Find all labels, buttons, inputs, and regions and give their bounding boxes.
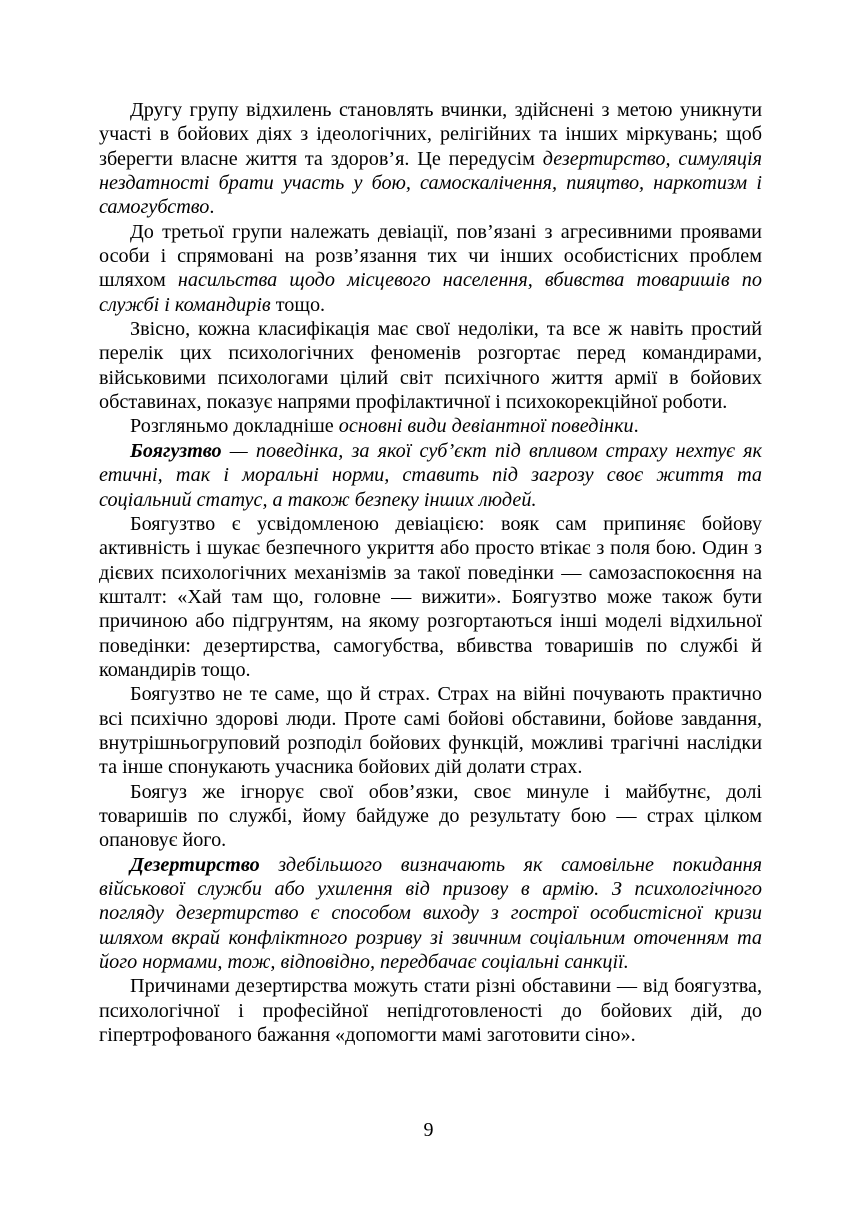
term-cowardice: Боягузтво bbox=[130, 439, 222, 462]
page-number: 9 bbox=[423, 1119, 434, 1141]
main-text bbox=[99, 98, 762, 1047]
paragraph-text: . bbox=[633, 415, 639, 438]
paragraph-desertion-causes: Причинами дезертирства можуть стати різні обставини — від боягузтва, психологічної і професійної непідготовленості до бойових дій, до гіпертрофованого бажання «допомогти мамі заготовити сіно». bbox=[99, 975, 762, 1047]
paragraph-coward-ignores: Боягуз же ігнорує свої обов’язки, своє минуле і майбутнє, долі товаришів по службі, йому байдуже до результату бою — страх цілком опановує його. bbox=[99, 780, 762, 852]
paragraph-cowardice-definition bbox=[99, 439, 762, 512]
paragraph-cowardice-deviation: Боягузтво є усвідомленою девіацією: вояк сам припиняє бойову активність і шукає безпечного укриття або просто втікає з поля бою. Один з дієвих психологічних механізмів за такої поведінки — самозаспокоєння на кшталт: «Хай там що, головне — вижити». Боягузтво може також бути причиною або підгрунтям, на якому розгортаються інші моделі відхильної поведінки: дезертирства, самогубства, вбивства товаришів по службі й командирів тощо. bbox=[99, 512, 762, 681]
term-desertion: Дезертирство bbox=[130, 853, 260, 876]
paragraph-text: Розгляньмо докладніше bbox=[130, 415, 339, 438]
paragraph-cowardice-vs-fear: Боягузтво не те саме, що й страх. Страх на війні почувають практично всі психічно здорові люди. Проте самі бойові обставини, бойове завдання, внутрішньогруповий розподіл бойових функцій, можливі трагічні наслідки та інше спонукають учасника бойових дій долати страх. bbox=[99, 683, 762, 779]
paragraph-text: До третьої групи належать девіації, пов’язані з агресивними проявами особи і спрямовані на розв’язання тих чи інших особистісних проблем шляхом bbox=[99, 220, 762, 292]
paragraph-deviation-third-group bbox=[99, 220, 762, 317]
paragraph-text: . bbox=[209, 196, 215, 219]
definition-text: — поведінка, за якої суб’єкт під впливом страху нехтує як етичні, так і моральні норми, ставить під загрозу своє життя та соціальний статус, а також безпеку інших людей. bbox=[99, 439, 762, 511]
paragraph-text: тощо. bbox=[270, 293, 326, 316]
italic-phrase: основні види девіантної поведінки bbox=[338, 415, 634, 438]
paragraph-classification: Звісно, кожна класифікація має свої недоліки, та все ж навіть простий перелік цих психологічних феноменів розгортає перед командирами, військовими психологами цілий світ психічного життя армії в бойових обставинах, показує напрями профілактичної і психокорекційної роботи. bbox=[99, 318, 762, 414]
paragraph-main-types-intro bbox=[99, 414, 762, 438]
paragraph-desertion-definition bbox=[99, 853, 762, 975]
italic-phrase: дезертирство, симуляція нездатності брати участь у бою, самоскалічення, пияцтво, наркотизм і самогубство bbox=[99, 147, 763, 219]
paragraph-text: Другу групу відхилень становлять вчинки, здійснені з метою уникнути участі в бойових діях з ідеологічних, релігійних та інших міркувань; щоб зберегти власне життя та здоров’я. Це передусім bbox=[99, 99, 762, 170]
definition-text: здебільшого визначають як самовільне покидання військової служби або ухилення від призову в армію. З психологічного погляду дезертирство є способом виходу з гострої особистісної кризи шляхом вкрай конфліктного розриву зі звичним соціальним оточенням та його нормами, тож, відповідно, передбачає соціальні санкції. bbox=[99, 853, 762, 974]
italic-phrase: насильства щодо місцевого населення, вбивства товаришів по службі і командирів bbox=[99, 269, 762, 316]
paragraph-deviation-second-group bbox=[99, 98, 762, 220]
